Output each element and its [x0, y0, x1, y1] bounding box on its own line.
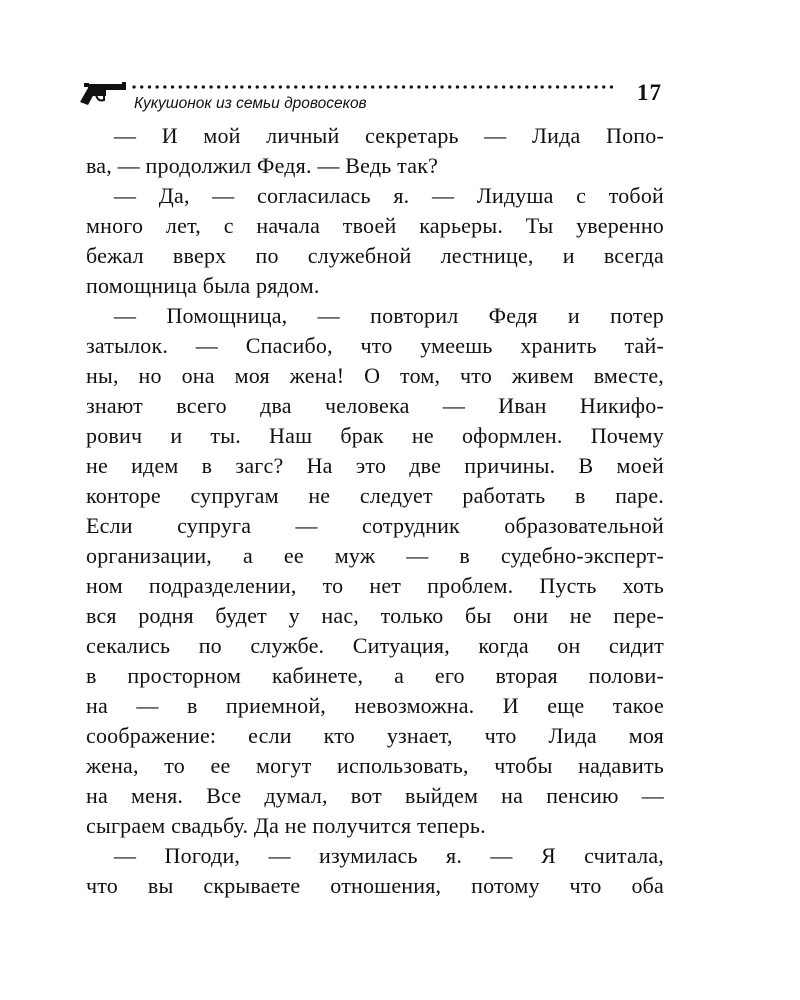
text-line: в просторном кабинете, а его вторая полови- — [86, 663, 664, 688]
dotted-rule — [132, 82, 614, 92]
text-line: бежал вверх по служебной лестнице, и всегда — [86, 243, 664, 268]
text-line: — Погоди, — изумилась я. — Я считала, — [114, 843, 664, 868]
running-title: Кукушонок из семьи дровосеков — [134, 95, 367, 112]
text-line: соображение: если кто узнает, что Лида моя — [86, 723, 664, 748]
text-line: на меня. Все думал, вот выйдем на пенсию — — [86, 783, 664, 808]
text-line: знают всего два человека — Иван Никифо- — [86, 393, 664, 418]
text-line: секались по службе. Ситуация, когда он сидит — [86, 633, 664, 658]
text-line: ны, но она моя жена! О том, что живем вместе, — [86, 363, 664, 388]
text-line: рович и ты. Наш брак не оформлен. Почему — [86, 423, 664, 448]
text-line: конторе супругам не следует работать в паре. — [86, 483, 664, 508]
text-line: много лет, с начала твоей карьеры. Ты уверенно — [86, 213, 664, 238]
body-text — [86, 121, 664, 901]
text-line: — Помощница, — повторил Федя и потер — [114, 303, 664, 328]
text-line: ва, — продолжил Федя. — Ведь так? — [86, 153, 439, 178]
page-header — [78, 78, 668, 118]
text-line: ном подразделении, то нет проблем. Пусть хоть — [86, 573, 664, 598]
text-line: — Да, — согласилась я. — Лидуша с тобой — [114, 183, 664, 208]
page-number: 17 — [637, 80, 662, 105]
text-line: — И мой личный секретарь — Лида Попо- — [114, 123, 664, 148]
text-line: Если супруга — сотрудник образовательной — [86, 513, 664, 538]
text-line: на — в приемной, невозможна. И еще такое — [86, 693, 664, 718]
text-line: что вы скрываете отношения, потому что оба — [86, 873, 664, 898]
text-line: помощница была рядом. — [86, 273, 320, 298]
revolver-icon — [78, 80, 128, 106]
text-line: организации, а ее муж — в судебно-эксперт- — [86, 543, 664, 568]
text-line: затылок. — Спасибо, что умеешь хранить тай- — [86, 333, 664, 358]
text-line: жена, то ее могут использовать, чтобы надавить — [86, 753, 664, 778]
text-line: сыграем свадьбу. Да не получится теперь. — [86, 813, 486, 838]
text-line: вся родня будет у нас, только бы они не пере- — [86, 603, 664, 628]
text-line: не идем в загс? На это две причины. В моей — [86, 453, 664, 478]
